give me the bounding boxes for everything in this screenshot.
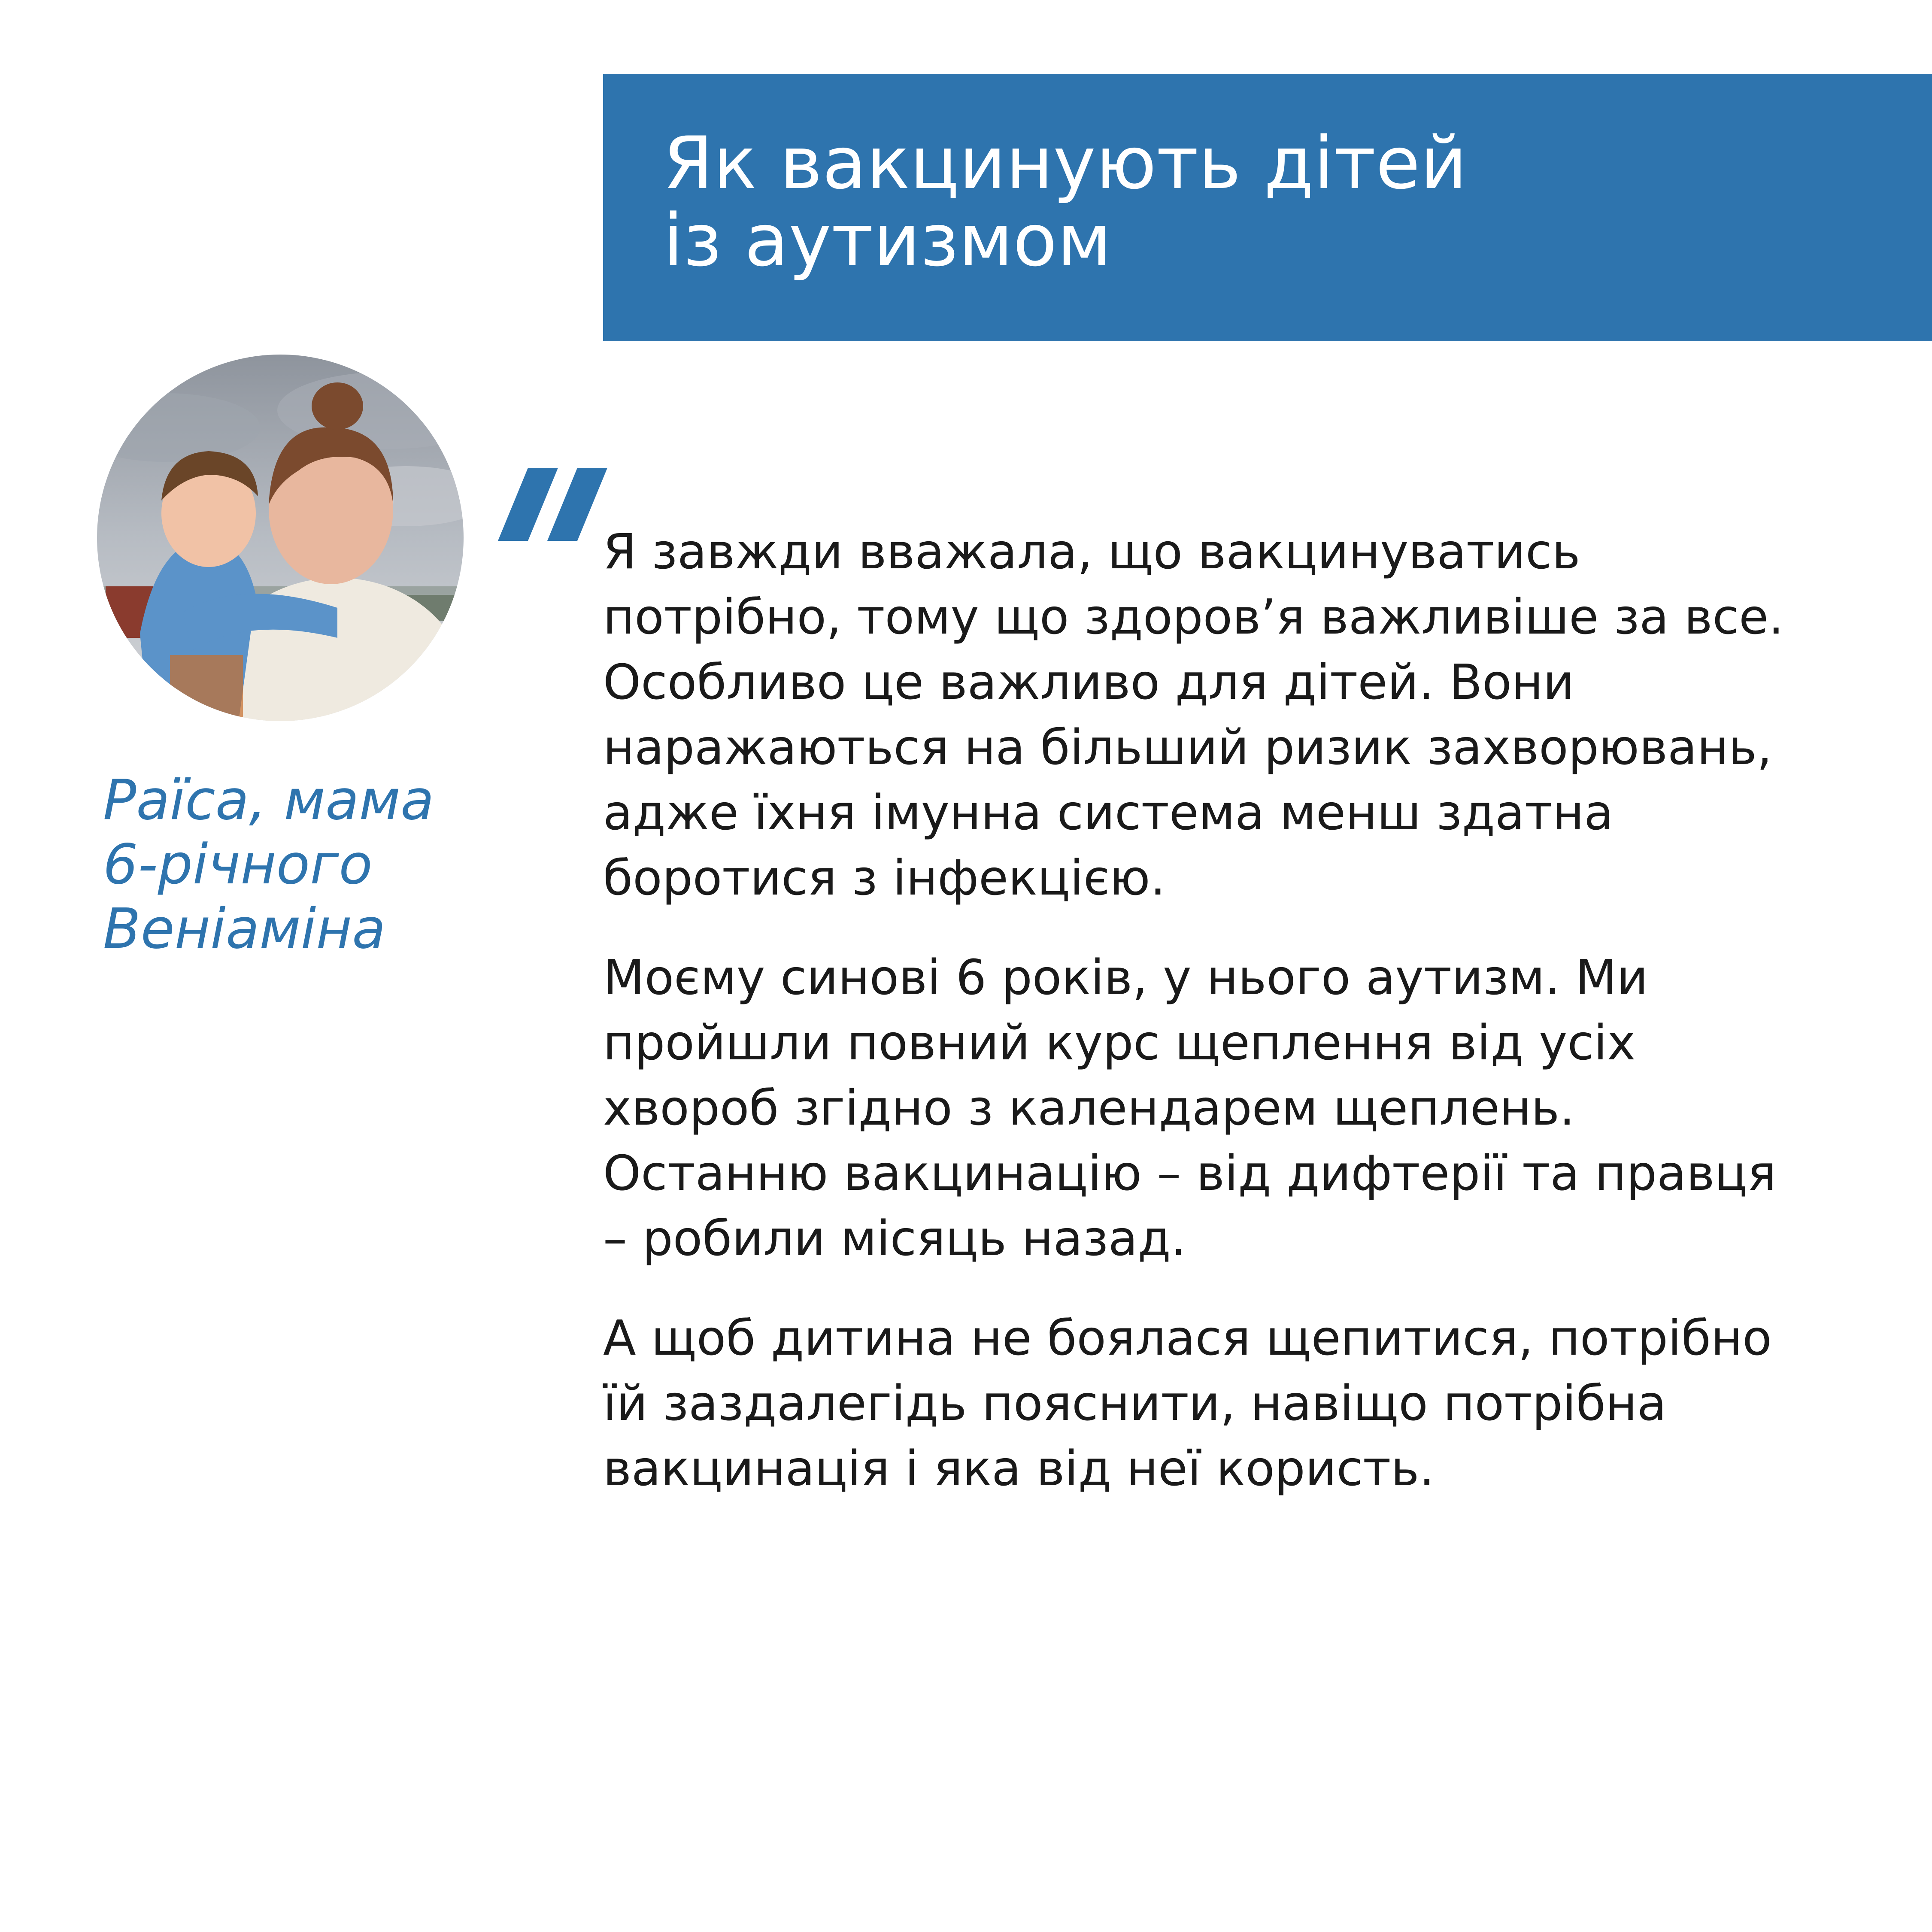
quote-line: потрібно, тому що здоров’я важливіше за все.: [603, 589, 1784, 645]
quote-line: Я завжди вважала, що вакцинуватись: [603, 524, 1580, 580]
quote-line: адже їхня імунна система менш здатна: [603, 785, 1614, 841]
caption-line: 6-річного: [103, 833, 373, 897]
caption: [103, 768, 532, 961]
title-line: із аутизмом: [663, 198, 1112, 282]
quote-line: пройшли повний курс щеплення від усіх: [603, 1015, 1636, 1071]
title-banner: [603, 74, 1932, 341]
quote-paragraph: [603, 519, 1891, 911]
caption-line: Веніаміна: [103, 897, 386, 961]
quote-line: боротися з інфекцією.: [603, 850, 1166, 906]
quote-line: Останню вакцинацію – від дифтерії та правця: [603, 1146, 1777, 1201]
quote-line: наражаються на більший ризик захворювань,: [603, 720, 1772, 776]
mother-and-son-photo: [97, 355, 464, 721]
quote-mark-icon: [498, 468, 610, 545]
quote-line: Моєму синові 6 років, у нього аутизм. Ми: [603, 950, 1648, 1006]
quote-line: хвороб згідно з календарем щеплень.: [603, 1080, 1575, 1136]
quote-paragraph: [603, 1306, 1891, 1501]
quote-line: – робили місяць назад.: [603, 1211, 1186, 1267]
quote-line: Особливо це важливо для дітей. Вони: [603, 655, 1574, 710]
caption-line: Раїса, мама: [103, 768, 434, 832]
quote-line: їй заздалегідь пояснити, навіщо потрібна: [603, 1376, 1667, 1432]
quote-line: вакцинація і яка від неї користь.: [603, 1441, 1435, 1497]
quote-body: [603, 519, 1891, 1536]
quote-line: А щоб дитина не боялася щепитися, потрібно: [603, 1310, 1772, 1366]
quote-paragraph: [603, 945, 1891, 1271]
title-line: Як вакцинують дітей: [663, 121, 1467, 205]
